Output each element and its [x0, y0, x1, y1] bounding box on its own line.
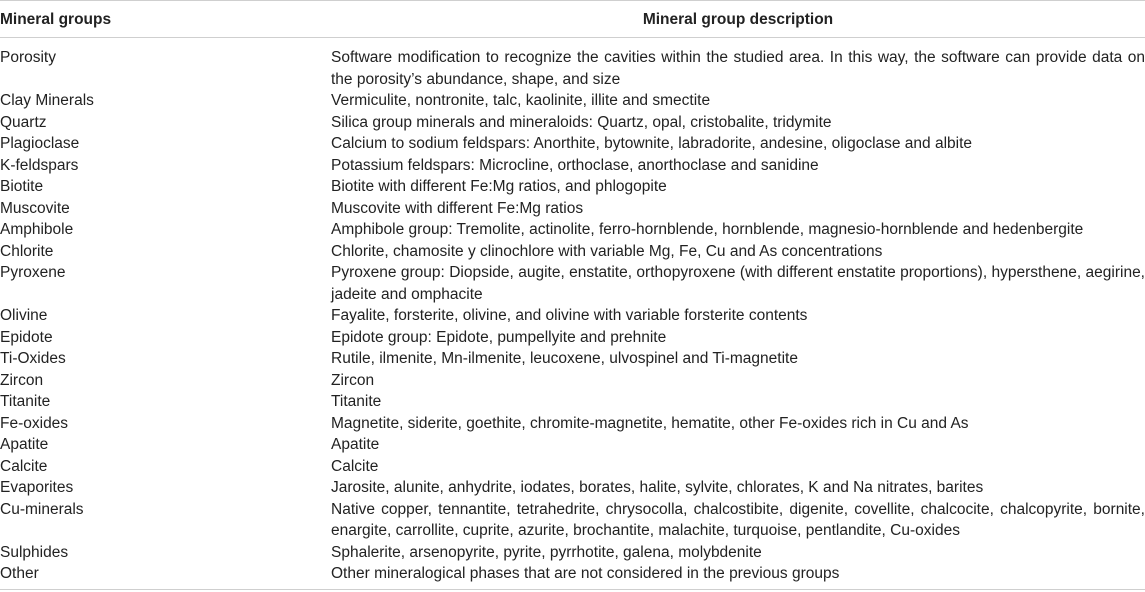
mineral-description-cell: Jarosite, alunite, anhydrite, iodates, borates, halite, sylvite, chlorates, K and Na nitrates, barites	[331, 479, 984, 496]
mineral-description-cell: Potassium feldspars: Microcline, orthoclase, anorthoclase and sanidine	[331, 156, 819, 174]
mineral-group-cell: Chlorite	[0, 242, 54, 260]
mineral-group-cell: Fe-oxides	[0, 414, 69, 432]
mineral-description-cell: Epidote group: Epidote, pumpellyite and prehnite	[331, 328, 667, 346]
mineral-description-cell: Titanite	[331, 393, 382, 410]
table-row	[0, 391, 1145, 413]
table-row	[0, 305, 1145, 327]
table-row	[0, 112, 1145, 134]
table-bottom-rule	[0, 589, 1145, 590]
mineral-description-cell: Magnetite, siderite, goethite, chromite-magnetite, hematite, other Fe-oxides rich in Cu and As	[331, 414, 969, 432]
mineral-description-cell: Sphalerite, arsenopyrite, pyrite, pyrrhotite, galena, molybdenite	[331, 543, 762, 561]
mineral-group-cell: Olivine	[0, 307, 48, 324]
table-row	[0, 477, 1145, 499]
mineral-group-cell: Epidote	[0, 328, 53, 346]
table-row	[0, 219, 1145, 241]
mineral-description-cell: Muscovite with different Fe:Mg ratios	[331, 199, 584, 217]
mineral-group-cell: Ti-Oxides	[0, 350, 66, 367]
table-row	[0, 241, 1145, 263]
table-row	[0, 90, 1145, 112]
table-row	[0, 413, 1145, 435]
mineral-group-cell: Sulphides	[0, 543, 69, 561]
table-row	[0, 198, 1145, 220]
mineral-description-cell: Vermiculite, nontronite, talc, kaolinite, illite and smectite	[331, 92, 711, 109]
mineral-description-cell: Amphibole group: Tremolite, actinolite, ferro-hornblende, hornblende, magnesio-hornblende and hedenbergite	[331, 221, 1084, 238]
table-row	[0, 155, 1145, 177]
mineral-group-cell: Titanite	[0, 393, 51, 410]
mineral-description-cell: Chlorite, chamosite y clinochlore with variable Mg, Fe, Cu and As concentrations	[331, 242, 883, 260]
table-row	[0, 133, 1145, 155]
table-row	[0, 434, 1145, 456]
mineral-description-cell: Pyroxene group: Diopside, augite, enstatite, orthopyroxene (with different enstatite proportions), hypersthene, aegirine, jadeite and omphacite	[331, 264, 1145, 303]
table-body	[0, 38, 1145, 585]
mineral-group-cell: Biotite	[0, 178, 44, 195]
mineral-group-cell: Porosity	[0, 49, 56, 66]
mineral-description-cell: Zircon	[331, 371, 375, 389]
mineral-group-cell: K-feldspars	[0, 156, 79, 174]
mineral-description-cell: Other mineralogical phases that are not considered in the previous groups	[331, 565, 840, 582]
mineral-group-cell: Zircon	[0, 371, 44, 389]
table-row	[0, 47, 1145, 90]
mineral-group-cell: Calcite	[0, 457, 48, 475]
table-row	[0, 262, 1145, 305]
mineral-description-cell: Calcium to sodium feldspars: Anorthite, bytownite, labradorite, andesine, oligoclase and albite	[331, 135, 973, 152]
mineral-description-cell: Biotite with different Fe:Mg ratios, and phlogopite	[331, 178, 667, 195]
mineral-description-cell: Rutile, ilmenite, Mn-ilmenite, leucoxene, ulvospinel and Ti-magnetite	[331, 350, 798, 367]
mineral-description-cell: Silica group minerals and mineraloids: Quartz, opal, cristobalite, tridymite	[331, 113, 832, 131]
mineral-description-cell: Calcite	[331, 457, 379, 475]
table-row	[0, 176, 1145, 198]
mineral-group-cell: Apatite	[0, 436, 49, 453]
mineral-group-cell: Other	[0, 565, 39, 582]
table-row	[0, 456, 1145, 478]
mineral-description-cell: Apatite	[331, 436, 380, 453]
table-row	[0, 542, 1145, 564]
mineral-group-cell: Muscovite	[0, 199, 70, 217]
column-header-mineral-groups: Mineral groups	[0, 11, 112, 28]
mineral-group-cell: Evaporites	[0, 479, 74, 496]
mineral-group-cell: Amphibole	[0, 221, 74, 238]
mineral-group-cell: Cu-minerals	[0, 500, 84, 518]
mineral-group-cell: Pyroxene	[0, 264, 66, 281]
mineral-description-cell: Native copper, tennantite, tetrahedrite, chrysocolla, chalcostibite, digenite, covellite, chalcocite, chalcopyrite, bornite, enargite, carrollite, cuprite, azurite, brochantite, malachite, turquoise, pentlandite, Cu-oxides	[331, 500, 1145, 539]
table-header	[0, 0, 1145, 38]
mineral-group-cell: Clay Minerals	[0, 92, 94, 109]
mineral-description-cell: Software modification to recognize the cavities within the studied area. In this way, the software can provide data on the porosity’s abundance, shape, and size	[331, 49, 1145, 88]
column-header-description: Mineral group description	[642, 11, 834, 28]
table-row	[0, 370, 1145, 392]
table-row	[0, 348, 1145, 370]
table-row	[0, 499, 1145, 542]
table-row	[0, 563, 1145, 585]
mineral-group-cell: Quartz	[0, 113, 47, 131]
table-row	[0, 327, 1145, 349]
mineral-group-cell: Plagioclase	[0, 135, 80, 152]
mineral-description-cell: Fayalite, forsterite, olivine, and olivine with variable forsterite contents	[331, 307, 808, 324]
